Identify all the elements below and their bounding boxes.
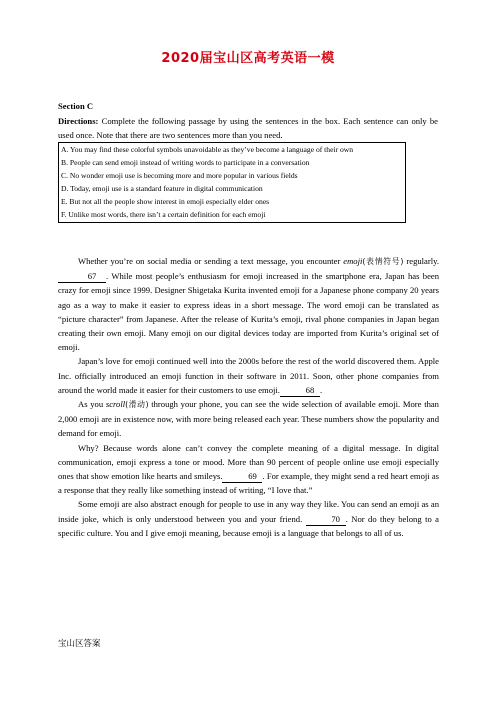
section-heading: Section C [58, 101, 94, 111]
directions-label: Directions: [58, 116, 99, 126]
paragraph-2: Japan’s love for emoji continued well into the 2000s before the rest of the world discovered them. Apple Inc. officially introduced an emoji function in their software in 2011. Soon, other phone companies from around the world made it easier for their customers to use emoji. 68 . [58, 356, 439, 395]
paragraph-1: Whether you’re on social media or sending a text message, you encounter emoji(表情符号) regularly. 67 . While most people’s enthusiasm for emoji increased in the smartphone era, Japan has been crazy for emoji since 1999. Designer Shigetaka Kurita invented emoji for a Japanese phone company 20 years ago as a way to make it easier to express ideas in a short message. The word emoji can be translated as “picture character” from Japanese. After the release of Kurita’s emoji, rival phone companies in Japan began creating their own emoji. Many emoji on our digital devices today are imported from Kurita’s original set of emoji. [58, 256, 439, 353]
chinese-gloss: (表情符号) [362, 257, 404, 266]
answer-blank-67[interactable]: 67 [58, 271, 106, 283]
option-f: F. Unlike most words, there isn’t a certain definition for each emoji [61, 210, 266, 220]
options-box [58, 142, 406, 223]
keyword-scroll: scroll [105, 399, 126, 410]
footer-note: 宝山区答案 [58, 639, 101, 649]
directions-text: Complete the following passage by using the sentences in the box. Each sentence can only be used once. Note that there are two sentences more than you need. [58, 116, 438, 141]
answer-blank-68[interactable]: 68 [280, 385, 320, 397]
paragraph-3: As you scroll(滑动) through your phone, you can see the wide selection of available emoji. More than 2,000 emoji are in existence now, with more being released each year. These numbers show the popularity and demand for emoji. [58, 399, 439, 439]
paragraph-4: Why? Because words alone can’t convey the complete meaning of a digital message. In digital communication, emoji express a tone or mood. More than 90 percent of people online use emoji especially ones that show emotion like hearts and smileys. 69 . For example, they might send a red heart emoji as a response that they really like something instead of writing, “I love that.” [58, 442, 439, 496]
option-e: E. But not all the people show interest in emoji especially elder ones [61, 197, 270, 207]
passage [58, 254, 439, 540]
paragraph-5: Some emoji are also abstract enough for people to use in any way they like. You can send an emoji as an inside joke, which is only understood between you and your friend. 70 . Nor do they belong to a specific culture. You and I give emoji meaning, because emoji is a language that belongs to all of us. [58, 499, 439, 538]
option-c: C. No wonder emoji use is becoming more and more popular in various fields [61, 171, 298, 181]
answer-blank-70[interactable]: 70 [306, 514, 346, 526]
option-b: B. People can send emoji instead of writing words to participate in a conversation [61, 158, 310, 168]
keyword-emoji: emoji [343, 256, 363, 266]
directions [58, 114, 438, 142]
chinese-gloss: (滑动) [125, 400, 149, 410]
option-a: A. You may find these colorful symbols unavoidable as they’ve become a language of their own [61, 145, 354, 154]
option-d: D. Today, emoji use is a standard feature in digital communication [61, 184, 263, 194]
answer-blank-69[interactable]: 69 [222, 471, 262, 483]
page-title: 2020届宝山区高考英语一模 [161, 51, 335, 66]
